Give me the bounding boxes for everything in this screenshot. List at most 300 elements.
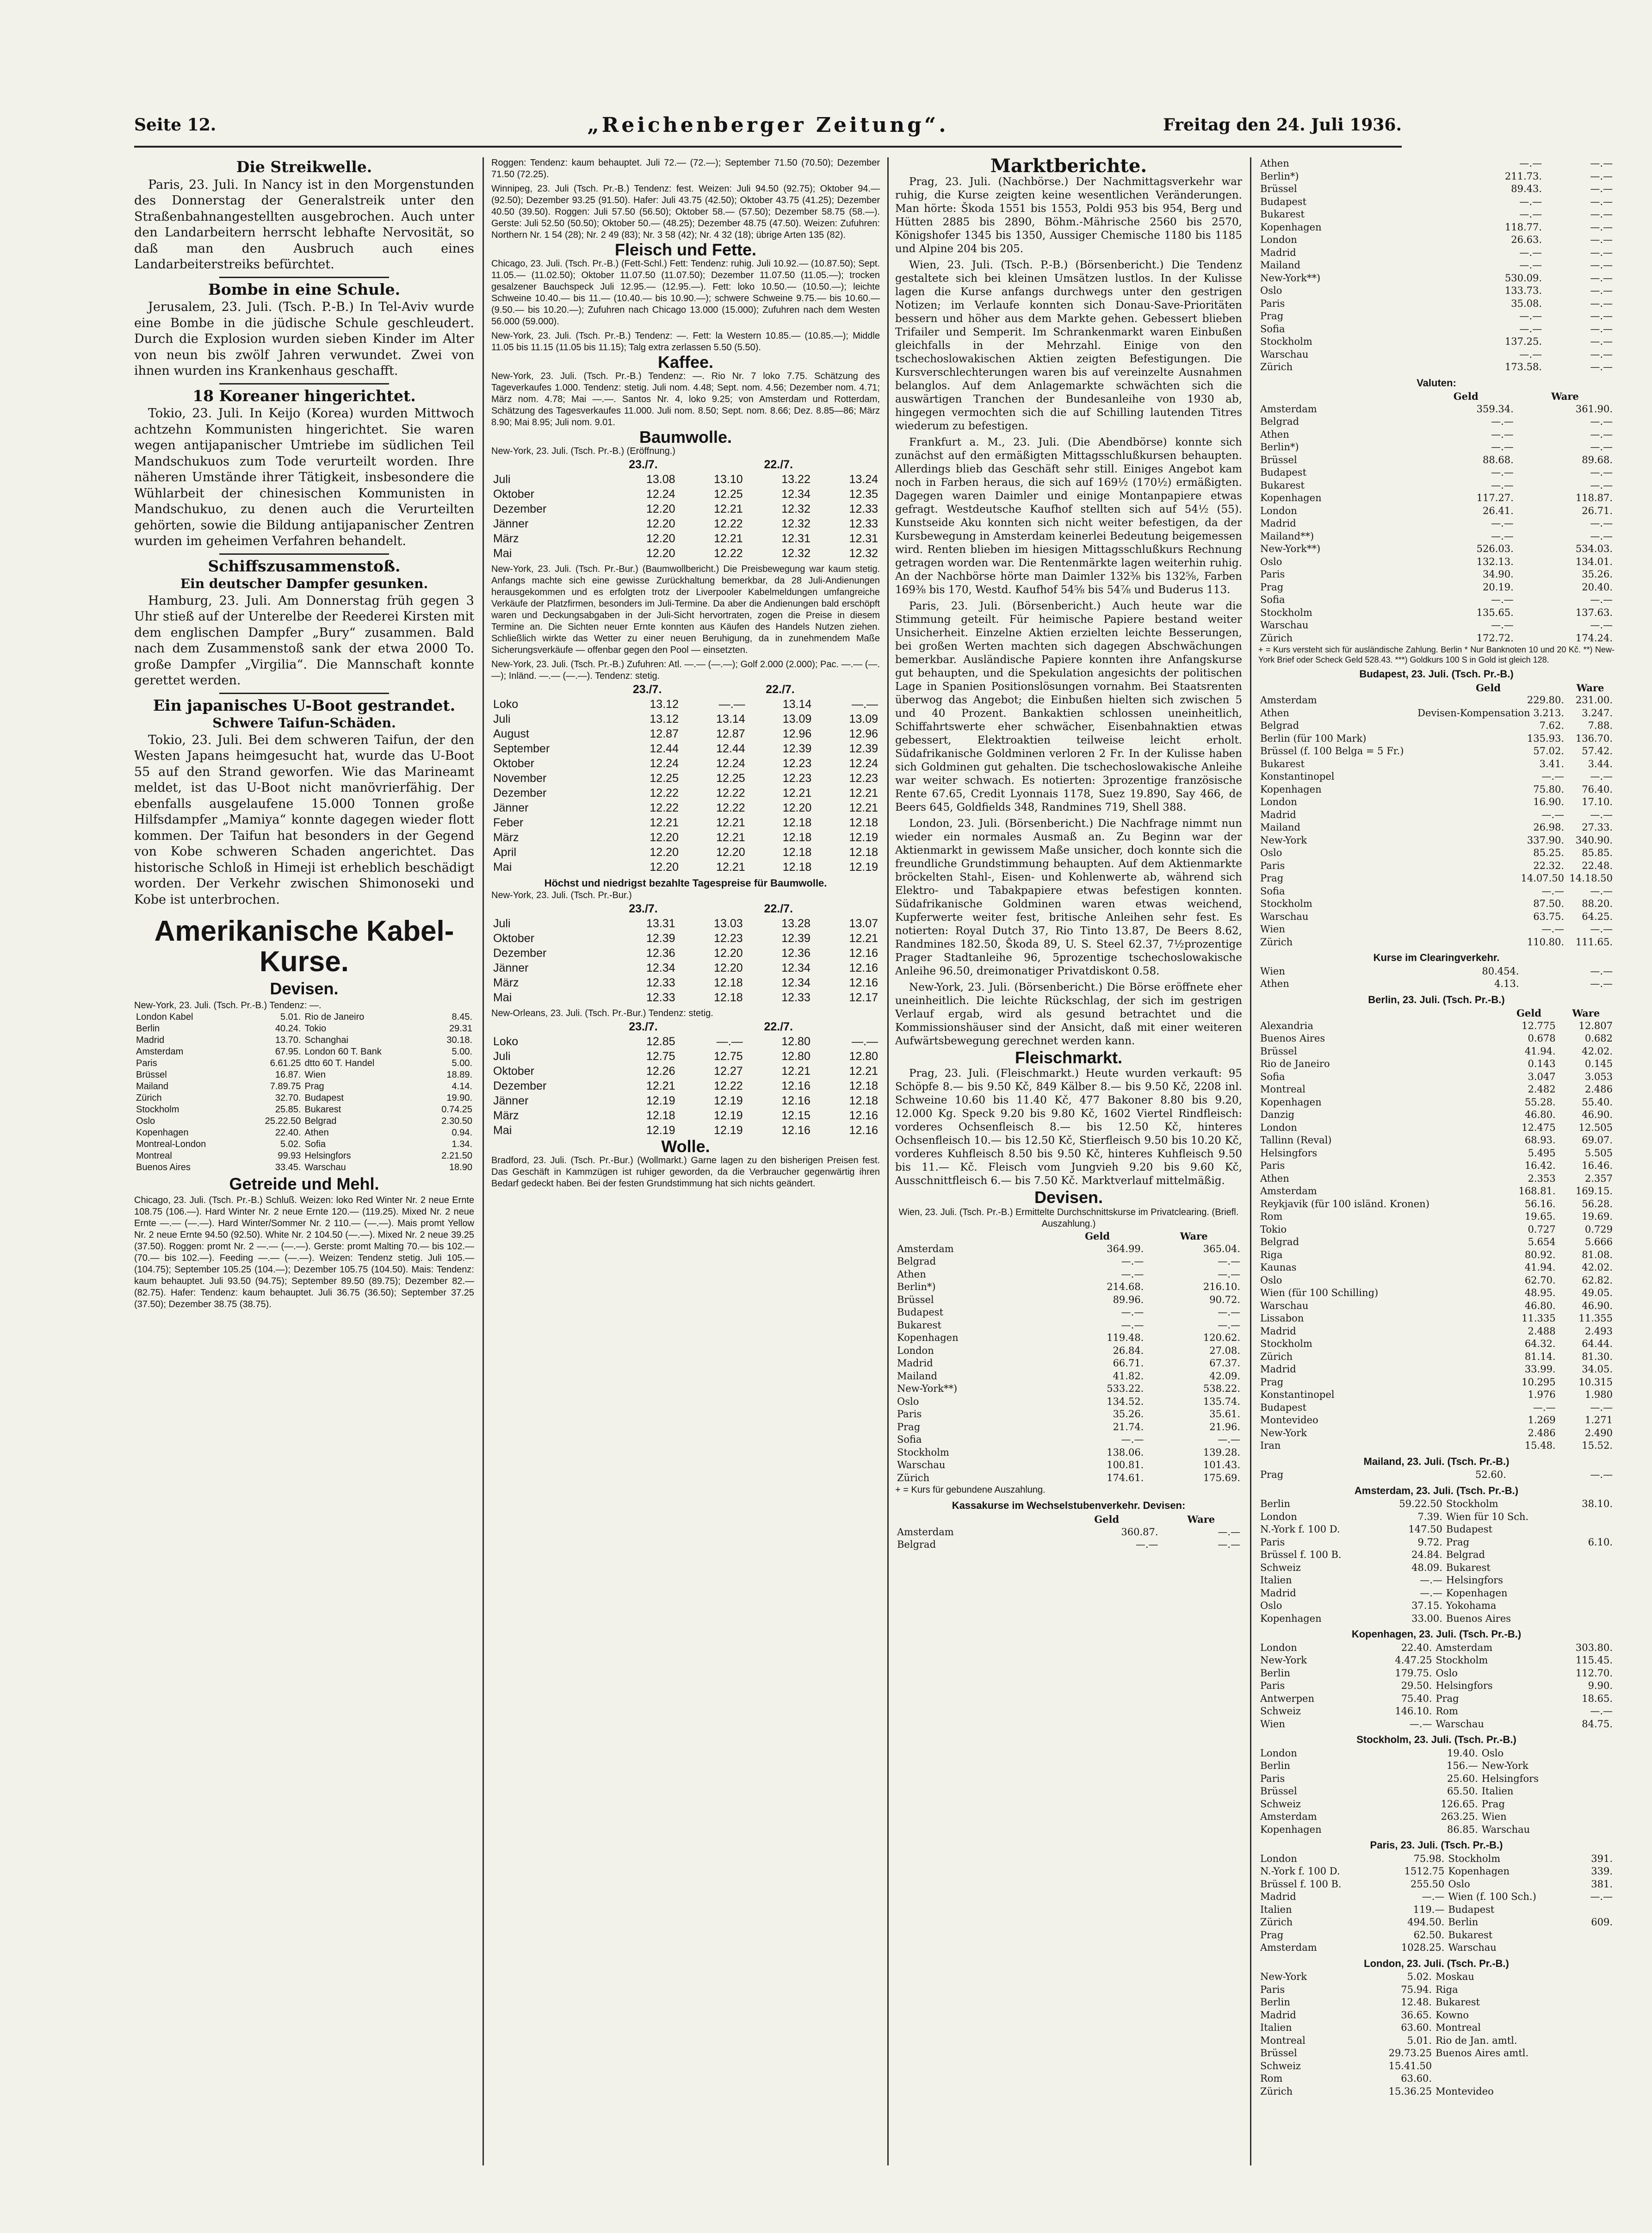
- row-value: 5.01.: [1407, 2035, 1432, 2046]
- row-value: Oslo: [1448, 1878, 1470, 1890]
- row-value: —.—: [1519, 260, 1542, 271]
- table-row: [134, 1058, 474, 1069]
- row-value: 26.41.: [1483, 505, 1514, 516]
- row-value: 25.85.: [275, 1104, 301, 1115]
- table-row: [1258, 259, 1615, 272]
- row-value: —.—: [1590, 158, 1613, 169]
- table-row: [491, 712, 880, 726]
- row-label: Oktober: [493, 488, 534, 501]
- row-value: 12.27: [714, 1065, 743, 1078]
- row-label: Madrid: [1260, 2009, 1296, 2021]
- table-row: [1258, 1891, 1615, 1904]
- row-value: 5.505: [1584, 1147, 1613, 1159]
- row-value: Schanghai: [304, 1035, 348, 1045]
- row-value: 89.68.: [1582, 454, 1613, 465]
- table-row: [1258, 1680, 1615, 1693]
- table-row: [1258, 1109, 1615, 1122]
- row-value: 16.42.: [1524, 1160, 1556, 1171]
- table-header-row: [1258, 682, 1615, 695]
- row-value: —.—: [1590, 1469, 1613, 1480]
- row-value: 25.22.50: [265, 1116, 301, 1126]
- row-value: —.—: [1121, 1434, 1144, 1445]
- row-label: Stockholm: [897, 1446, 949, 1458]
- kassa-table-continued: [1258, 157, 1615, 374]
- row-label: März: [493, 976, 519, 989]
- row-label: Stockholm: [1260, 607, 1312, 618]
- table-row: [1258, 1904, 1615, 1917]
- row-value: 12.19: [714, 1094, 743, 1107]
- row-label: Jänner: [493, 961, 529, 974]
- london-table: [1258, 1971, 1615, 2098]
- row-value: —.—: [1590, 467, 1613, 478]
- row-value: 49.05.: [1582, 1287, 1613, 1298]
- row-value: 12.96: [782, 727, 812, 740]
- row-label: Zürich: [1260, 361, 1293, 372]
- row-label: Kopenhagen: [1260, 1824, 1322, 1835]
- row-value: 12.16: [849, 976, 878, 989]
- row-value: 18.89.: [446, 1069, 472, 1080]
- row-value: 12.18: [714, 976, 743, 989]
- row-label: November: [493, 772, 547, 785]
- row-value: 41.94.: [1524, 1045, 1556, 1057]
- row-value: Buenos Aires: [1446, 1613, 1511, 1624]
- table-row: [491, 845, 880, 860]
- mailand-table: [1258, 1469, 1615, 1482]
- row-value: 19.65.: [1524, 1211, 1556, 1222]
- row-value: 156.—: [1446, 1760, 1478, 1771]
- row-value: 75.94.: [1401, 1984, 1432, 1995]
- row-value: 12.16: [849, 1109, 878, 1122]
- column-1: [134, 157, 474, 1310]
- row-label: Montreal-London: [136, 1139, 206, 1149]
- row-value: 118.87.: [1575, 492, 1613, 503]
- table-row: [1258, 1613, 1615, 1625]
- table-row: [1258, 1172, 1615, 1185]
- row-value: 391.: [1591, 1853, 1613, 1864]
- row-label: Amsterdam: [1260, 695, 1317, 706]
- row-value: [1608, 2047, 1615, 2060]
- table-row: [1258, 1223, 1615, 1236]
- row-label: Belgrad: [1260, 1236, 1299, 1247]
- row-value: 5.00.: [452, 1058, 472, 1068]
- table-row: [1258, 403, 1615, 416]
- table-row: [1258, 428, 1615, 441]
- table-row: [1258, 1929, 1615, 1942]
- row-value: 13.14: [782, 698, 812, 711]
- mailand-title: Mailand, 23. Juli. (Tsch. Pr.-B.): [1363, 1455, 1510, 1467]
- article-text: Jerusalem, 23. Juli. (Tsch. P.-B.) In Tel-Aviv wurde eine Bombe in die jüdische Schule geschleudert. Durch die Explosion wurden sieben Kinder im Alter von neun bis zwölf Jahren verwundet. Zwei von ihnen wurden ins Krankenhaus geschafft.: [134, 300, 474, 378]
- row-value: —.—: [1590, 479, 1613, 491]
- table-row: [491, 961, 880, 975]
- row-value: 3.247.: [1582, 707, 1613, 719]
- row-value: 57.02.: [1533, 745, 1565, 757]
- row-value: Bukarest: [1435, 1997, 1480, 2008]
- row-label: Madrid: [1260, 1891, 1296, 1902]
- row-value: New-York: [1481, 1760, 1528, 1771]
- row-value: —.—: [1590, 247, 1613, 258]
- table-row: [1258, 872, 1615, 885]
- row-value: 12.18: [849, 816, 878, 829]
- row-label: Mailand: [897, 1370, 937, 1382]
- row-value: 12.21: [714, 502, 743, 515]
- table-row: [1258, 2035, 1615, 2047]
- row-value: 7.89.75: [270, 1081, 301, 1092]
- row-value: —.—: [1590, 1891, 1613, 1902]
- row-value: 12.19: [646, 1094, 675, 1107]
- row-value: 111.65.: [1575, 936, 1613, 948]
- row-label: Warschau: [1260, 911, 1309, 922]
- row-label: Madrid: [1260, 247, 1296, 258]
- row-label: Lissabon: [1260, 1313, 1304, 1324]
- row-value: Wien für 10 Sch.: [1446, 1511, 1529, 1522]
- table-header-cell: [491, 1019, 609, 1034]
- row-value: 303.80.: [1575, 1642, 1613, 1653]
- row-value: 12.21: [849, 1065, 878, 1078]
- table-row: [895, 1383, 1242, 1396]
- row-value: Kopenhagen: [1446, 1587, 1508, 1599]
- row-label: London: [1260, 505, 1297, 516]
- row-value: 12.18: [646, 1109, 675, 1122]
- row-label: Zürich: [1260, 1351, 1293, 1362]
- row-value: 12.25: [716, 772, 745, 785]
- row-value: 538.22.: [1203, 1383, 1240, 1394]
- row-label: Mailand**): [1260, 530, 1314, 542]
- row-value: —.—: [1590, 1706, 1613, 1717]
- row-value: 12.33: [646, 991, 675, 1004]
- table-row: [1258, 361, 1615, 374]
- row-label: N.-York f. 100 D.: [1260, 1866, 1340, 1877]
- column-rule: [1250, 157, 1251, 2165]
- row-label: Paris: [1260, 298, 1285, 309]
- row-value: —.—: [1218, 1539, 1240, 1550]
- row-value: Stockholm: [1435, 1655, 1488, 1666]
- row-value: —.—: [1590, 441, 1613, 453]
- section-title-devisen: Devisen.: [1034, 1188, 1103, 1207]
- row-value: Montreal: [1435, 2022, 1481, 2033]
- table-header-cell: [677, 1019, 745, 1034]
- table-row: [1258, 1261, 1615, 1274]
- row-value: —.—: [716, 1035, 743, 1048]
- table-row: [491, 1079, 880, 1093]
- row-value: 0.143: [1528, 1058, 1556, 1069]
- table-row: [1258, 1363, 1615, 1376]
- row-value: 19.69.: [1582, 1211, 1613, 1222]
- table-row: [491, 487, 880, 502]
- row-value: 2.488: [1528, 1325, 1556, 1337]
- row-value: 132.13.: [1476, 556, 1514, 567]
- row-value: —.—: [1420, 1587, 1442, 1599]
- row-value: 22.32.: [1533, 860, 1565, 871]
- row-value: 360.87.: [1121, 1526, 1158, 1538]
- row-value: [1608, 2009, 1615, 2022]
- table-row: [1258, 1058, 1615, 1071]
- row-value: Berlin: [1448, 1917, 1479, 1928]
- row-value: 12.18: [782, 816, 812, 829]
- row-label: Juli: [493, 1050, 511, 1063]
- budapest-table: [1258, 682, 1615, 949]
- row-value: 119.48.: [1107, 1332, 1144, 1343]
- row-value: 174.24.: [1575, 632, 1613, 644]
- row-value: Devisen-Kompensation 3.213.: [1417, 707, 1565, 719]
- row-value: [1434, 2060, 1608, 2073]
- table-row: [895, 1243, 1242, 1256]
- table-row: [134, 1139, 474, 1150]
- row-value: 5.00.: [452, 1046, 472, 1057]
- row-value: 13.12: [650, 698, 679, 711]
- table-row: [1258, 1916, 1615, 1929]
- table-row: [1258, 923, 1615, 936]
- row-value: 12.807: [1578, 1020, 1613, 1031]
- row-value: 12.22: [714, 547, 743, 560]
- row-value: Montevideo: [1435, 2085, 1494, 2097]
- row-value: 255.50: [1410, 1878, 1445, 1890]
- row-value: 1.976: [1528, 1389, 1556, 1400]
- row-value: 12.23: [849, 772, 878, 785]
- row-value: 12.39: [781, 932, 811, 945]
- baumwolle-table-2: [491, 682, 880, 875]
- table-row: [1258, 965, 1615, 978]
- row-value: 75.80.: [1533, 783, 1565, 795]
- row-value: [1607, 1798, 1615, 1811]
- table-row: [1258, 1325, 1615, 1338]
- table-row: [895, 1268, 1242, 1281]
- row-value: 15.36.25: [1388, 2085, 1432, 2097]
- row-value: —.—: [1519, 196, 1542, 207]
- row-label: Rom: [1260, 1211, 1283, 1222]
- row-value: 12.24: [646, 488, 675, 501]
- row-value: 26.63.: [1511, 234, 1542, 245]
- row-label: Prag: [1260, 581, 1284, 593]
- row-label: Schweiz: [1260, 2060, 1301, 2072]
- row-value: 88.68.: [1483, 454, 1514, 465]
- table-row: [1258, 860, 1615, 873]
- row-label: Madrid: [1260, 1364, 1296, 1375]
- table-row: [491, 990, 880, 1005]
- table-row: [1258, 1654, 1615, 1667]
- table-row: [1258, 348, 1615, 361]
- row-value: 80.454.: [1482, 965, 1519, 977]
- table-row: [134, 1035, 474, 1046]
- row-value: 12.36: [781, 947, 811, 960]
- row-value: 34.05.: [1582, 1364, 1613, 1375]
- table-row: [491, 1108, 880, 1123]
- row-value: 2.482: [1528, 1084, 1556, 1095]
- row-label: Dezember: [493, 502, 547, 515]
- table-row: [491, 516, 880, 531]
- table-row: [1258, 183, 1615, 196]
- table-row: [1258, 720, 1615, 732]
- table-row: [1258, 479, 1615, 492]
- row-value: Buenos Aires amtl.: [1435, 2047, 1529, 2059]
- row-label: Feber: [493, 816, 524, 829]
- table-row: [134, 1162, 474, 1173]
- table-row: [895, 1396, 1242, 1408]
- row-value: 115.45.: [1575, 1655, 1613, 1666]
- section-title-wolle: Wolle.: [661, 1137, 710, 1156]
- section-title-kaffee: Kaffee.: [657, 353, 714, 372]
- row-value: 12.21: [716, 816, 745, 829]
- row-value: —.—: [1491, 467, 1514, 478]
- row-value: 12.21: [716, 831, 745, 844]
- masthead: „Reichenberger Zeitung“.: [587, 113, 949, 137]
- table-row: [1258, 796, 1615, 809]
- row-value: [1566, 1600, 1615, 1613]
- separator: [219, 277, 390, 278]
- row-value: 263.25.: [1441, 1811, 1478, 1822]
- row-label: Wien: [1260, 1718, 1285, 1730]
- row-label: Montevideo: [1260, 1414, 1318, 1426]
- row-label: Brüssel: [136, 1069, 167, 1080]
- article-title: 18 Koreaner hingerichtet.: [192, 386, 416, 405]
- row-label: London: [897, 1345, 934, 1356]
- row-label: Berlin: [1260, 1997, 1290, 2008]
- table-header-row: [1258, 390, 1615, 403]
- row-value: Bukarest: [1446, 1562, 1491, 1573]
- row-label: Brüssel: [1260, 1786, 1297, 1797]
- table-row: [491, 472, 880, 487]
- table-row: [1258, 2085, 1615, 2098]
- table-row: [1258, 783, 1615, 796]
- table-row: [491, 786, 880, 800]
- row-label: Berlin: [1260, 1667, 1290, 1679]
- row-value: 381.: [1591, 1878, 1613, 1890]
- article-title: Die Streikwelle.: [236, 158, 372, 176]
- baumwolle-table-1: [491, 457, 880, 561]
- table-row: [1258, 619, 1615, 632]
- table-header-row: [491, 457, 880, 472]
- row-value: 12.19: [646, 1124, 675, 1137]
- row-value: —.—: [1590, 221, 1613, 233]
- table-row: [1258, 2060, 1615, 2073]
- row-value: 11.355: [1578, 1313, 1613, 1324]
- table-row: [1258, 1249, 1615, 1262]
- table-row: [1258, 1185, 1615, 1198]
- row-label: Loko: [493, 1035, 519, 1048]
- row-value: [1566, 1511, 1615, 1524]
- valuten-title: Valuten:: [1417, 377, 1456, 389]
- row-value: 13.12: [650, 713, 679, 726]
- row-value: —.—: [1533, 1402, 1556, 1413]
- row-value: 36.65.: [1401, 2009, 1432, 2021]
- table-row: [1258, 1032, 1615, 1045]
- row-value: [1608, 2085, 1615, 2098]
- row-value: 2.357: [1584, 1172, 1613, 1184]
- row-label: Madrid: [897, 1358, 933, 1369]
- table-row: [134, 1046, 474, 1058]
- baumwolle-table-3: [491, 901, 880, 1005]
- row-label: Zürich: [136, 1092, 162, 1103]
- row-value: Prag: [304, 1081, 324, 1092]
- row-label: Paris: [1260, 1536, 1285, 1548]
- amsterdam-table: [1258, 1498, 1615, 1625]
- table-header-row: [895, 1230, 1242, 1243]
- row-label: Madrid: [1260, 1587, 1296, 1599]
- valuten-notes: + = Kurs versteht sich für ausländische Zahlung. Berlin * Nur Banknoten 10 und 20 Kč. **) New-York Brief oder Scheck Geld 528.43. ***) Goldkurs 100 S in Gold ist gleich 128.: [1258, 645, 1615, 664]
- row-value: 126.65.: [1441, 1798, 1478, 1810]
- row-label: Zürich: [1260, 632, 1293, 644]
- row-value: —.—: [1541, 885, 1565, 897]
- row-value: 2.486: [1584, 1084, 1613, 1095]
- row-value: 169.15.: [1575, 1185, 1613, 1197]
- row-label: Italien: [1260, 1575, 1292, 1586]
- row-value: 12.15: [781, 1109, 811, 1122]
- row-label: Warschau: [1260, 348, 1309, 360]
- section-title-fleischmarkt: Fleischmarkt.: [1015, 1048, 1123, 1067]
- row-value: 12.18: [849, 1094, 878, 1107]
- table-row: [134, 1127, 474, 1139]
- row-value: 6.10.: [1588, 1536, 1613, 1548]
- row-value: 12.21: [650, 816, 679, 829]
- row-value: 137.63.: [1575, 607, 1613, 618]
- table-row: [1258, 978, 1615, 991]
- table-row: [895, 1538, 1242, 1551]
- winnipeg-report: Winnipeg, 23. Juli (Tsch. Pr.-B.) Tendenz: fest. Weizen: Juli 94.50 (92.75); Oktober 94.— (92.50); Dezember 93.25 (91.50). Hafer: Juli 43.75 (42.50); Oktober 43.75 (41.25); Dezember 40.50 (39.50). Roggen: Juli 57.50 (56.50); Oktober 58.— (57.50); Dezember 58.75 (58.—). Gerste: Juli 52.50 (50.50); Oktober 50.— (48.25); Dezember 48.75 (47.50). Weizen: Zufuhren: Northern Nr. 1 54 (28); Nr. 2 49 (83); Nr. 3 58 (42); Nr. 4 32 (18); übrige Arten 135 (82).: [491, 184, 880, 240]
- table-header-row: [1258, 1007, 1615, 1020]
- table-row: [1258, 1427, 1615, 1440]
- row-value: 173.58.: [1504, 361, 1542, 372]
- report-london: London, 23. Juli. (Börsenbericht.) Die Nachfrage nimmt nun wieder ein normales Ausmaß an. Zu Beginn war der Aktienmarkt in gewissem Maße unsicher, doch konnte sich die freundliche Grundstimmung behaupten. Auf dem Aktienmarkte bröckelten Stahl-, Eisen- und Kohlenwerte ab, während sich Elektro- und Tabakpapiere etwas befestigen konnten. Südafrikanische Goldminen waren etwas weichend, Kupferwerte weiter fest, britische Anleihen sehr fest. Es notierten: Royal Dutch 37, Rio Tinto 13.87, De Beers 8.62, Randmines 182.50, Škoda 89, U. S. Steel 62.37, 7½prozentige Prager Stadtanleihe 96, 5prozentige tschechoslowakische Anleihe 96.50, dreimonatiger Privatdiskont 0.58.: [895, 818, 1242, 977]
- row-value: 32.70.: [275, 1092, 301, 1103]
- row-value: Kowno: [1435, 2009, 1469, 2021]
- table-header-cell: [812, 457, 880, 472]
- row-label: Mailand: [136, 1081, 169, 1092]
- row-label: Paris: [1260, 569, 1285, 580]
- row-value: 12.20: [714, 947, 743, 960]
- table-row: [1258, 1718, 1615, 1731]
- table-header-cell: [677, 901, 745, 916]
- table-header-cell: [491, 457, 609, 472]
- table-row: [895, 1345, 1242, 1358]
- row-value: —.—: [1491, 428, 1514, 440]
- row-label: London: [1260, 1747, 1297, 1759]
- row-value: 68.93.: [1524, 1135, 1556, 1146]
- table-row: [491, 1123, 880, 1138]
- table-row: [1258, 758, 1615, 771]
- table-row: [1258, 1853, 1615, 1866]
- article-text: Tokio, 23. Juli. Bei dem schweren Taifun, der den Westen Japans heimgesucht hat, wurde das U-Boot 55 auf den Strand geworfen. Wie das Marineamt meldet, ist das U-Boot nicht manövrierfähig. Der ebenfalls ausgelaufene 15.000 Tonnen große Hilfsdampfer „Mamiya“ konnte dagegen wieder flott kommen. Der Taifun hat besonders in der Gegend von Kobe schweren Schaden angerichtet. Das historische Schloß in Himeji ist erheblich beschädigt worden. Der Verkehr zwischen Shimonoseki und Kobe ist unterbrochen.: [134, 732, 474, 907]
- row-value: [1566, 1562, 1615, 1575]
- row-value: 38.10.: [1582, 1498, 1613, 1509]
- report-paris: Paris, 23. Juli. (Börsenbericht.) Auch heute war die Stimmung geteilt. Für heimische Papiere bestand weiter Unsicherheit. Einzelne Aktien erzielten leichte Besserungen, bei großen Werten machten sich dagegen Abschwächungen bemerkbar. Ausländische Papiere konnten ihre Anfangskurse gut behaupten, und die Spekulation angesichts der politischen Lage in Spanien Positionslösungen vornahm. Bei Staatsrenten überwog das Angebot; die Einbußen hielten sich zwischen 5 und 40 Prozent. Bankaktien schlossen uneinheitlich, Schiffahrtswerte eher schwächer, Eisenbahnaktien etwas gebessert, Elektroaktien teilweise leicht erholt. Südafrikanische Goldminen verloren 2 Fr. In der Kulisse haben sich Goldminen gut gehalten. Die tschechoslowakische Anleihe war weiter schwach. Es notierten: 3prozentige französische Rente 67.65, Credit Lyonnais 1178, Suez 19.890, Say 466, de Beers 645, Goldfields 348, Randmines 719, Shell 388.: [895, 600, 1242, 813]
- page-header: [134, 113, 1402, 148]
- row-value: 12.48.: [1401, 1997, 1432, 2008]
- row-value: 46.90.: [1582, 1109, 1613, 1120]
- row-label: Bukarest: [897, 1319, 941, 1331]
- row-value: 12.22: [714, 517, 743, 530]
- row-value: 15.48.: [1524, 1440, 1556, 1451]
- row-label: Kopenhagen: [897, 1332, 959, 1343]
- row-value: 33.99.: [1524, 1364, 1556, 1375]
- table-header-cell: Geld: [1516, 1007, 1541, 1019]
- table-header-cell: Geld: [1094, 1513, 1120, 1525]
- row-value: 12.44: [650, 742, 679, 755]
- baumwolle-neworleans: New-Orleans, 23. Juli. (Tsch. Pr.-Bur.) Tendenz: stetig.: [491, 1008, 713, 1018]
- row-value: Budapest: [1446, 1524, 1492, 1535]
- table-row: [1258, 1693, 1615, 1706]
- row-value: 10.315: [1578, 1376, 1613, 1388]
- row-label: Zürich: [897, 1472, 930, 1483]
- row-value: Tokio: [304, 1023, 327, 1034]
- row-value: 120.62.: [1203, 1332, 1240, 1343]
- row-value: 14.18.50: [1569, 873, 1613, 884]
- row-value: —.—: [1590, 196, 1613, 207]
- row-value: Rio de Janeiro: [304, 1011, 365, 1022]
- row-label: Sofia: [1260, 323, 1285, 335]
- table-row: [1258, 1300, 1615, 1313]
- row-value: —.—: [1590, 809, 1613, 820]
- london-title: London, 23. Juli. (Tsch. Pr.-B.): [1364, 1957, 1509, 1969]
- row-value: 13.08: [646, 473, 675, 486]
